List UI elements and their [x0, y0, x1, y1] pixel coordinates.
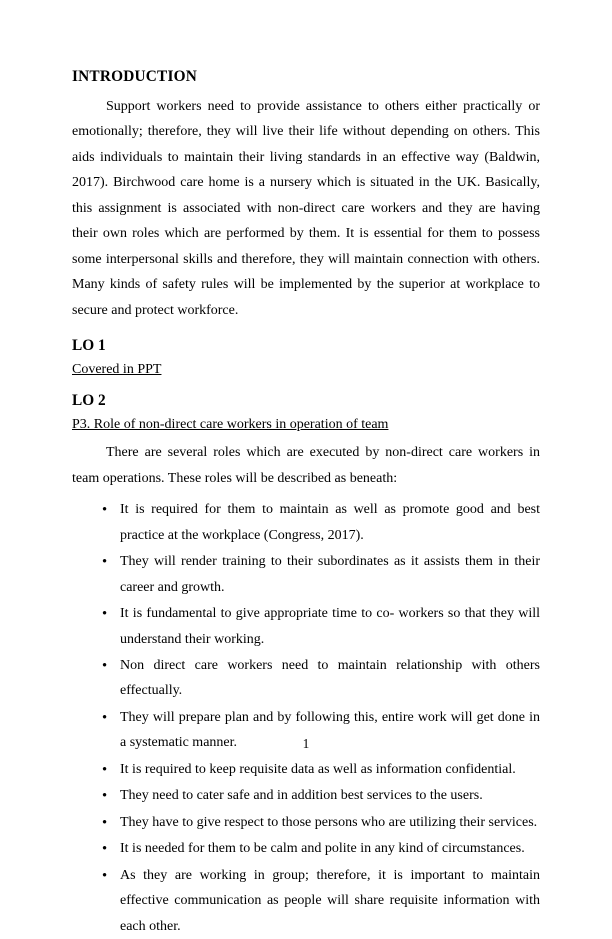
- list-item: • Non direct care workers need to maintain relationship with others effectually.: [102, 653, 540, 704]
- list-item: • They will prepare plan and by following this, entire work will get done in a systematic manner.: [102, 705, 540, 756]
- list-item: • It is required for them to maintain as well as promote good and best practice at the workplace (Congress, 2017).: [102, 497, 540, 548]
- list-item: • As they are working in group; therefore, it is important to maintain effective communication as people will share requisite information with each other.: [102, 863, 540, 939]
- section-heading-lo1: LO 1: [72, 337, 106, 355]
- subheading-covered-in-ppt: Covered in PPT: [72, 362, 162, 378]
- list-item: • It is fundamental to give appropriate time to co- workers so that they will understand their working.: [102, 601, 540, 652]
- subheading-p3-role: P3. Role of non-direct care workers in operation of team: [72, 417, 389, 433]
- lo2-bullet-list: [72, 497, 540, 939]
- lo2-intro-paragraph-text: There are several roles which are executed by non-direct care workers in team operations. These roles will be described as beneath:: [72, 445, 540, 486]
- list-item: • It is required to keep requisite data as well as information confidential.: [102, 757, 540, 782]
- page-number: 1: [302, 736, 310, 751]
- introduction-paragraph-text: Support workers need to provide assistance to others either practically or emotionally; therefore, they will live their life without depending on others. This aids individuals to maintain their living standards in an effective way (Baldwin, 2017). Birchwood care home is a nursery which is situated in the UK. Basically, this assignment is associated with non-direct care workers and they are having their own roles which are performed by them. It is essential for them to possess some interpersonal skills and therefore, they will maintain connection with others. Many kinds of safety rules will be implemented by the superior at workplace to secure and protect workforce.: [72, 99, 540, 318]
- introduction-paragraph: [72, 94, 540, 323]
- page-title: INTRODUCTION: [72, 68, 198, 85]
- list-item: • They have to give respect to those persons who are utilizing their services.: [102, 810, 540, 835]
- list-item: • It is needed for them to be calm and polite in any kind of circumstances.: [102, 836, 540, 861]
- list-item: • They will render training to their subordinates as it assists them in their career and growth.: [102, 549, 540, 600]
- lo2-intro-paragraph: [72, 440, 540, 491]
- list-item: • They need to cater safe and in addition best services to the users.: [102, 783, 540, 808]
- section-heading-lo2: LO 2: [72, 392, 106, 410]
